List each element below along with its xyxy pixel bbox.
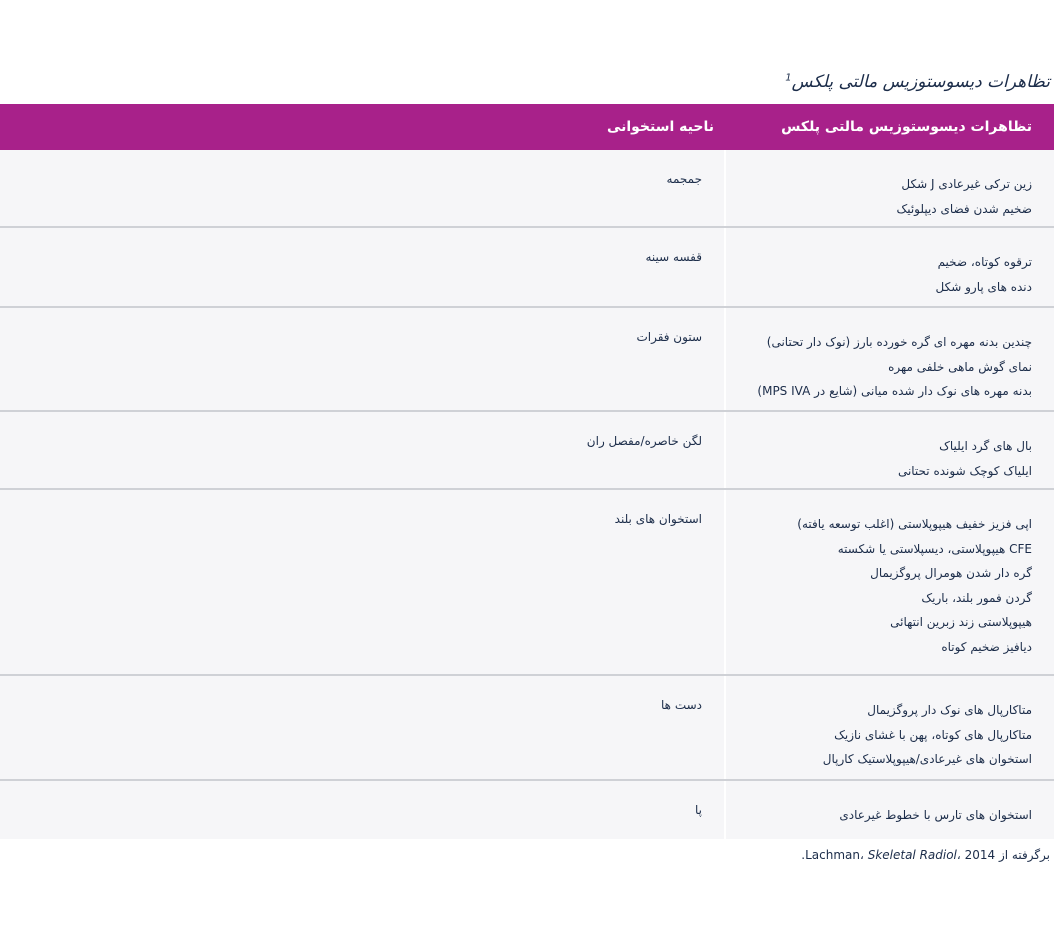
title-text: تظاهرات دیسوستوزیس مالتی پلکس: [791, 72, 1050, 92]
manifestation-line: بدنه مهره های نوک دار شده میانی (شایع در MPS IVA): [757, 384, 1032, 398]
manifestation-line: دیافیز ضخیم کوتاه: [941, 639, 1032, 654]
region-cell: ستون فقرات: [0, 308, 724, 410]
source-year: 2014.: [801, 848, 996, 862]
manifestation-line: CFE هیپوپلاستی، دیسپلاستی یا شکسته: [837, 541, 1032, 556]
manifestations-table: [0, 104, 1054, 839]
header-region: ناحیه استخوانی: [606, 119, 714, 135]
table-row: [0, 308, 1054, 412]
manifestation-line: زین ترکی غیرعادی J شکل: [901, 177, 1032, 191]
region-cell: جمجمه: [0, 150, 724, 226]
manifestation-line: استخوان های غیرعادی/هیپوپلاستیک کارپال: [822, 752, 1032, 766]
manifestation-line: اپی فزیز خفیف هیپوپلاستی (اغلب توسعه یافته): [797, 517, 1032, 531]
manifestation-line: بال های گرد ایلیاک: [939, 439, 1032, 453]
table-row: [0, 412, 1054, 490]
table-header: [0, 104, 1054, 150]
source-prefix: برگرفته از: [998, 848, 1050, 862]
manifestations-cell: [724, 781, 1054, 839]
manifestations-cell: [724, 308, 1054, 410]
region-cell: پا: [0, 781, 724, 839]
manifestations-cell: [724, 412, 1054, 488]
region-cell: قفسه سینه: [0, 228, 724, 306]
region-cell: لگن خاصره/مفصل ران: [0, 412, 724, 488]
source-author: Lachman: [805, 848, 861, 862]
table-row: [0, 676, 1054, 781]
manifestation-line: ضخیم شدن فضای دیپلوئیک: [896, 201, 1032, 216]
table-body: [0, 150, 1054, 839]
manifestation-line: گردن فمور بلند، باریک: [921, 590, 1032, 605]
manifestation-line: ترقوه کوتاه، ضخیم: [937, 255, 1032, 269]
manifestation-line: گره دار شدن هومرال پروگزیمال: [870, 566, 1032, 580]
manifestation-line: نمای گوش ماهی خلفی مهره: [888, 359, 1032, 374]
manifestation-line: استخوان های تارس با خطوط غیرعادی: [839, 808, 1032, 822]
table-row: [0, 228, 1054, 308]
source-journal: Skeletal Radiol: [867, 848, 957, 862]
region-cell: استخوان های بلند: [0, 490, 724, 674]
manifestation-line: ایلیاک کوچک شونده تحتانی: [897, 463, 1032, 478]
table-row: [0, 490, 1054, 676]
manifestation-line: چندین بدنه مهره ای گره خورده بارز (نوک دار تحتانی): [766, 335, 1032, 349]
table-row: [0, 781, 1054, 839]
page-title: [785, 72, 1050, 92]
source-citation: برگرفته از Lachman، Skeletal Radiol، 2014.: [801, 848, 1050, 862]
table-row: [0, 150, 1054, 228]
manifestation-line: متاکارپال های نوک دار پروگزیمال: [867, 703, 1032, 717]
manifestation-line: هیپوپلاستی زند زبرین انتهائی: [890, 615, 1032, 629]
header-manifestations: تظاهرات دیسوستوزیس مالتی پلکس: [781, 119, 1032, 135]
manifestations-cell: [724, 228, 1054, 306]
manifestation-line: متاکارپال های کوتاه، پهن با غشای نازیک: [834, 727, 1032, 742]
manifestations-cell: [724, 150, 1054, 226]
manifestation-line: دنده های پارو شکل: [935, 279, 1032, 294]
manifestations-cell: [724, 676, 1054, 779]
manifestations-cell: [724, 490, 1054, 674]
region-cell: دست ها: [0, 676, 724, 779]
title-footnote: 1: [785, 72, 792, 84]
